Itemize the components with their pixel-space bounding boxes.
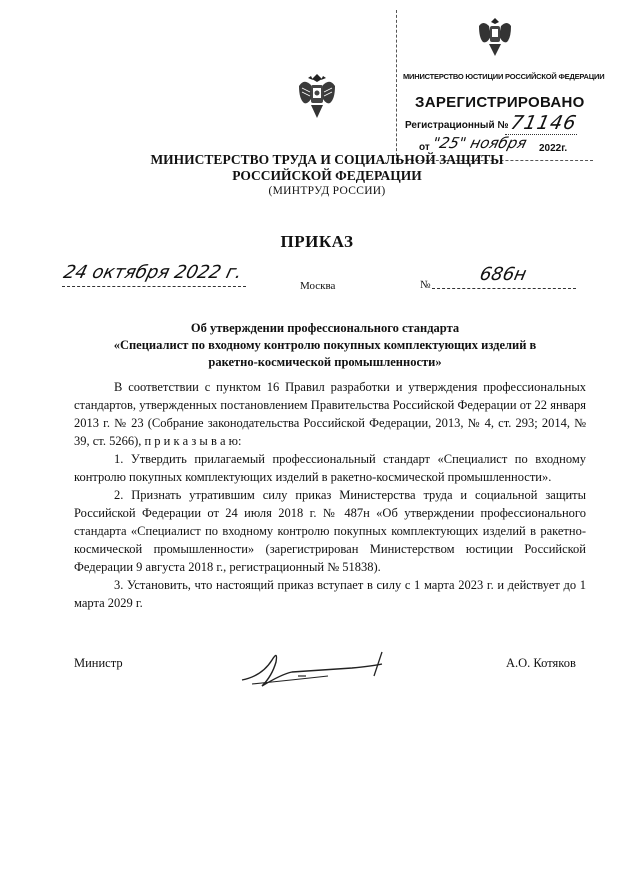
order-city: Москва — [300, 280, 336, 292]
ministry-name-line2: РОССИЙСКОЙ ФЕДЕРАЦИИ — [232, 168, 422, 183]
order-date: 24 октября 2022 г. — [61, 262, 245, 283]
coat-of-arms-icon — [475, 14, 515, 60]
stamp-date-value: "25" ноября — [430, 134, 529, 152]
item-1-paragraph: 1. Утвердить прилагаемый профессиональный стандарт «Специалист по входному контролю покупных комплектующих изделий в ракетно-космической промышленности». — [74, 452, 586, 484]
item-2-paragraph: 2. Признать утратившим силу приказ Министерства труда и социальной защиты Российской Федерации от 24 июля 2018 г. № 487н «Об утверждении профессионального стандарта «Специалист по входному контролю покупных комплектующих изделий в ракетно-космической промышленности» (зарегистрирован Министерством юстиции Российской Федерации 9 августа 2018 г., регистрационный № 51838). — [74, 488, 586, 574]
stamp-ministry-name: МИНИСТЕРСТВО ЮСТИЦИИ РОССИЙСКОЙ ФЕДЕРАЦИИ — [403, 72, 605, 81]
signatory-title: Министр — [74, 656, 123, 670]
subject-line2: «Специалист по входному контролю покупных комплектующих изделий в — [113, 338, 537, 352]
number-underline — [432, 288, 576, 289]
order-number: 686н — [477, 264, 529, 285]
item-3-paragraph: 3. Установить, что настоящий приказ вступает в силу с 1 марта 2023 г. и действует до 1 марта 2029 г. — [74, 578, 586, 610]
signatory-name: А.О. Котяков — [506, 656, 576, 670]
order-title: ПРИКАЗ — [280, 232, 354, 251]
subject-line1: Об утверждении профессионального стандарта — [190, 321, 460, 335]
stamp-date-label: от — [419, 142, 430, 153]
stamp-date-year: 2022г. — [539, 143, 568, 154]
stamp-registered-label: ЗАРЕГИСТРИРОВАНО — [415, 94, 585, 111]
date-underline — [62, 286, 246, 287]
ministry-name-line1: МИНИСТЕРСТВО ТРУДА И СОЦИАЛЬНОЙ ЗАЩИТЫ — [150, 152, 504, 167]
handwritten-signature — [232, 646, 402, 694]
preamble-paragraph: В соответствии с пунктом 16 Правил разработки и утверждения профессиональных стандартов, утвержденных постановлением Правительства Российской Федерации от 22 января 2013 г. № 23 (Собрание законодательства Российской Федерации, 2013, № 4, ст. 293; 2014, № 39, ст. 5266), п р и к а з ы в а ю: — [74, 380, 586, 448]
order-body — [74, 378, 586, 612]
ministry-short-name: (МИНТРУД РОССИИ) — [268, 185, 386, 197]
order-number-sign: № — [420, 279, 431, 291]
stamp-regnum-label: Регистрационный № — [405, 120, 509, 131]
stamp-regnum-value: 71146 — [508, 112, 579, 134]
coat-of-arms-icon — [296, 72, 338, 122]
subject-line3: ракетно-космической промышленности» — [208, 355, 442, 369]
registration-stamp — [396, 10, 605, 161]
